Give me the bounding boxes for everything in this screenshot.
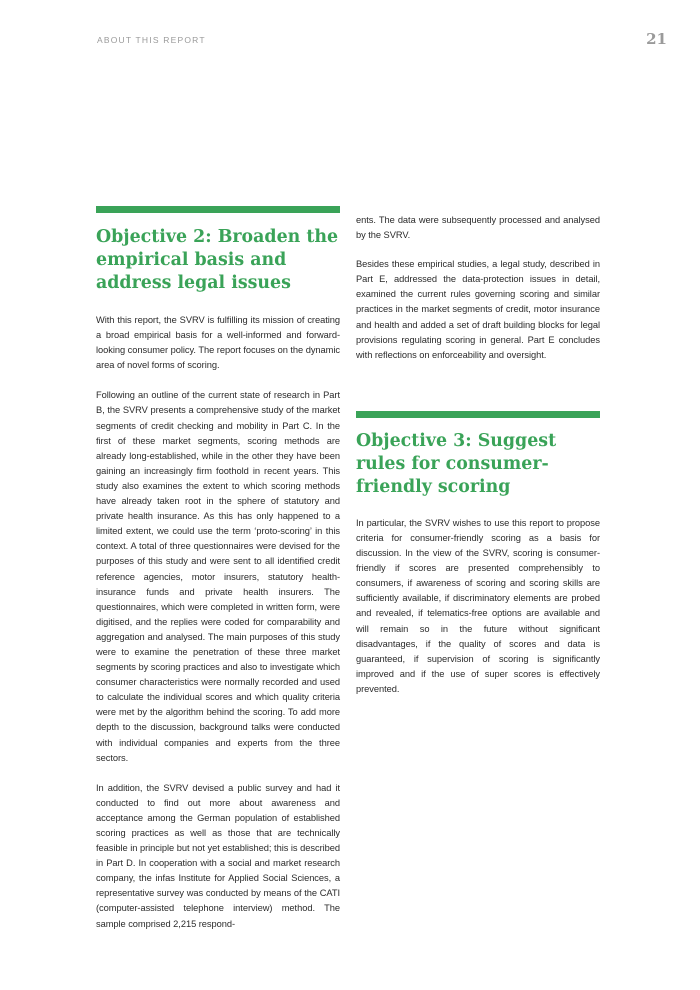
objective-3-heading: Objective 3: Suggest rules for consumer-friendly scoring — [356, 430, 557, 497]
objective-2-heading: Objective 2: Broaden the empirical basis and address legal issues — [96, 227, 339, 293]
objective-2-continued-paragraph-1: ents. The data were subsequently processed and analysed by the SVRV. — [356, 215, 600, 241]
section-divider-bar — [96, 206, 340, 213]
objective-2-continued-paragraph-2: Besides these empirical studies, a legal study, described in Part E, addressed the data-protection issues in detail, examined the current rules governing scoring and similar practices in the market segments of credit, motor insurance and health and added a set of draft building blocks for legal provisions regulating scoring in general. Part E concludes with reflections on enforceability and oversight. — [356, 259, 600, 360]
objective-2-paragraph-1: With this report, the SVRV is fulfilling its mission of creating a broad empirical basis for a well-informed and forward-looking consumer policy. The report focuses on the dynamic area of novel forms of scoring. — [96, 315, 340, 371]
page-number: 21 — [646, 30, 667, 48]
running-header: ABOUT THIS REPORT — [97, 35, 206, 45]
objective-2-paragraph-3: In addition, the SVRV devised a public survey and had it conducted to find out more about awareness and acceptance among the German population of established scoring practices as well as those that are technically feasible in principle but not yet established; this is described in Part D. In cooperation with a social and market research company, the infas Institute for Applied Social Sciences, a representative survey was conducted by means of the CATI (computer-assisted telephone interview) method. The sample comprised 2,215 respond- — [96, 782, 340, 929]
objective-3-paragraph-1: In particular, the SVRV wishes to use this report to propose criteria for consumer-friendly scoring as a basis for discussion. In the view of the SVRV, scoring is consumer-friendly if scores are presented comprehensibly to consumers, if awareness of scoring and scoring skills are sufficiently available, if discriminatory elements are probed and revealed, if telematics-free options are available and will remain so in the future without significant disadvantages, if the quality of scores and data is guaranteed, if supervision of scoring is significantly improved and if the use of super scores is effectively prevented. — [356, 517, 600, 694]
objective-2-paragraph-2: Following an outline of the current state of research in Part B, the SVRV presents a comprehensive study of the market segments of credit checking and mobility in Part C. In the first of these market segments, scoring methods are already long-established, while in the other they have been gaining an increasingly firm foothold in recent years. This study also examines the extent to which scoring methods have already taken root in the sphere of statutory and private health insurance. As this has only happened to a limited extent, we could use the term ‘proto-scoring’ in this context. A total of three questionnaires were devised for the purposes of this study and were sent to all identified credit reference agencies, motor insurers, statutory health-insurance funds and private health insurers. The questionnaires, which were completed in written form, were digitised, and the replies were coded for comparability and aggregation and analysed. The main purposes of this study were to examine the penetration of these three market segments by scoring practices and also to investigate which consumer characteristics were normally recorded and used to calculate the individual scores and which quality criteria were met by the algorithm behind the scoring. To add more depth to the discussion, background talks were conducted with individual companies and experts from the three sectors. — [96, 390, 340, 763]
left-column — [96, 206, 340, 932]
section-divider-bar — [356, 411, 600, 418]
right-column — [356, 213, 600, 697]
